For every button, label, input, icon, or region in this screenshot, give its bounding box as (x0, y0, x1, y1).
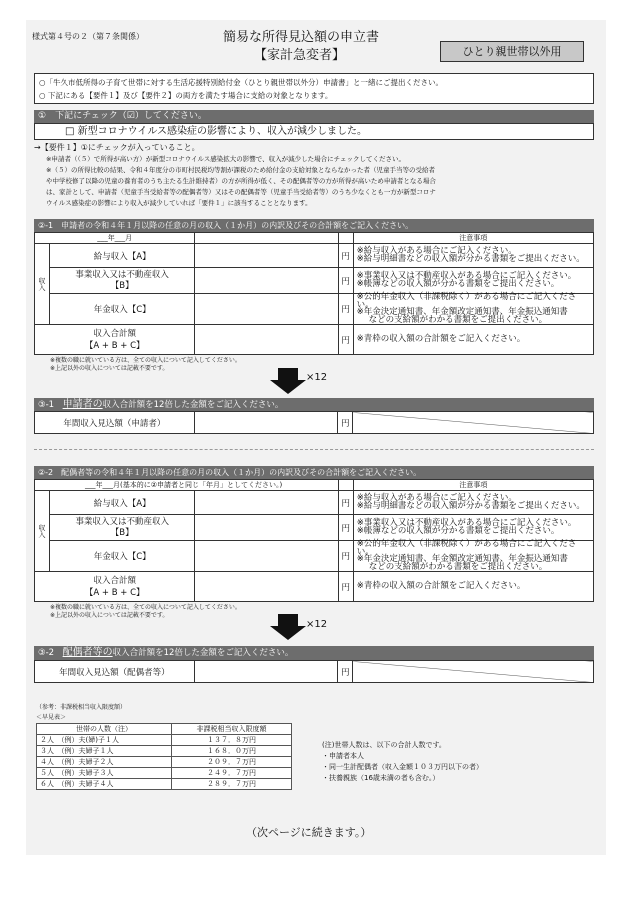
section1-note: ※申請者（（５）で所得が高い方）が新型コロナウイルス感染拡大の影響で、収入が減少した場合にチェックしてください。 (46, 155, 405, 163)
business-note: ※帳簿などの収入額が分かる書類をご提出ください。 (356, 278, 560, 289)
total-income-label: 収入合計額 (93, 575, 136, 586)
income-limit-header: 非課税相当収入限度額 (172, 724, 292, 735)
down-arrow-icon (268, 368, 308, 394)
business-note: ※帳簿などの収入額が分かる書類をご提出ください。 (356, 525, 560, 536)
multiplier-label: ×12 (306, 372, 328, 383)
pension-income-label: 年金収入【C】 (49, 541, 195, 572)
section31-prefix: ③-1 (38, 400, 63, 410)
applicant-annual-label: 年間収入見込額（申請者） (35, 412, 195, 434)
income-side-label: 収入 (35, 244, 50, 325)
footnote: ※上記以外の収入については記載不要です。 (50, 364, 169, 372)
intro-line-1: ○「牛久市低所得の子育て世帯に対する生活応援特別給付金（ひとり親世帯以外分）申請書」と一緒にご提出ください。 (39, 78, 444, 87)
household-type-badge: ひとり親世帯以外用 (440, 41, 584, 62)
household-note: ・扶養親族（16歳未満の者も含む。） (322, 774, 440, 782)
household-size-header: 世帯の人数（注） (37, 724, 172, 735)
intro-box (34, 73, 594, 104)
yen-unit: 円 (338, 325, 353, 355)
household-note: (注)世帯人数は、以下の合計人数です。 (322, 741, 446, 749)
reference-caption: （参考：非課税相当収入限度額） (36, 704, 127, 711)
income-limit-cell: ２８９．７万円 (172, 779, 292, 790)
notes-header: 注意事項 (353, 480, 593, 491)
business-income-input[interactable] (195, 515, 338, 541)
business-income-input[interactable] (195, 268, 338, 294)
household-size-cell: ５人 （例）夫婦子３人 (37, 768, 172, 779)
pension-income-input[interactable] (195, 294, 338, 325)
pension-note: ※年金決定通知書、年金額改定通知書、年金振込通知書 (356, 554, 568, 564)
section1-notes (46, 154, 594, 209)
applicant-annual-input[interactable] (194, 412, 338, 434)
household-size-cell: ３人 （例）夫婦子１人 (37, 746, 172, 757)
spouse-income-table (34, 479, 594, 602)
notes-header: 注意事項 (353, 233, 593, 244)
section-divider (34, 449, 594, 450)
section32-rest: 収入合計額を12倍した金額をご記入ください。 (112, 648, 294, 658)
section32-prefix: ③-2 (38, 648, 63, 658)
pension-note: などの支給額がわかる書類をご提出ください。 (368, 561, 548, 572)
section31-emph: 申請者の (62, 399, 103, 410)
section32-emph: 配偶者等の (62, 647, 113, 658)
total-note: ※青枠の収入額の合計額をご記入ください。 (356, 333, 526, 344)
household-size-cell: ４人 （例）夫婦子２人 (37, 757, 172, 768)
reference-table-title: ＜早見表＞ (36, 714, 67, 721)
salary-income-input[interactable] (195, 244, 338, 268)
section1-note: ※（５）の所得比較の結果、令和４年度分の市町村民税均等割が課税のため給付金の支給対象とならなかった者（児童手当等の受給者 (46, 166, 435, 174)
section21-header: ②-1 申請者の令和４年１月以降の任意の月の収入（１か月）の内訳及びその合計額をご記入ください。 (34, 219, 594, 232)
form-title: 簡易な所得見込額の申立書 (223, 30, 380, 45)
footnote: ※複数の職に就いている方は、全ての収入について記入してください。 (50, 357, 241, 364)
salary-income-label: 給与収入【A】 (49, 244, 194, 268)
yen-unit: 円 (338, 412, 353, 434)
pension-note: ※年金決定通知書、年金額改定通知書、年金振込通知書 (356, 307, 568, 317)
section31-rest: 収入合計額を12倍した金額をご記入ください。 (102, 400, 284, 410)
yen-unit: 円 (338, 491, 353, 515)
total-income-label: 収入合計額 (93, 328, 136, 339)
covid-income-checkbox[interactable]: □ 新型コロナウイルス感染症の影響により、収入が減少しました。 (34, 123, 594, 140)
business-note: ※事業収入又は不動産収入がある場合にご記入ください。 (356, 271, 577, 281)
spouse-month-label: ___年___月(基本的に②申請者と同じ「年月」としてください。) (35, 480, 339, 491)
household-count-notes (322, 740, 483, 784)
total-income-formula: 【A + B + C】 (84, 340, 145, 351)
yen-unit: 円 (338, 572, 353, 602)
section22-header: ②-2 配偶者等の令和４年１月以降の任意の月の収入（１か月）の内訳及びその合計額をご記入ください。 (34, 466, 594, 479)
salary-note: ※給与収入がある場合にご記入ください。 (356, 246, 517, 256)
income-limit-cell: ２４９．７万円 (172, 768, 292, 779)
spouse-annual-input[interactable] (194, 661, 338, 683)
household-size-cell: ２人 （例）夫(婦)子１人 (37, 735, 172, 746)
section1-note: や中学校修了以降の児童の養育者のうち主たる生計維持者）の方が所得が低く、その配偶者等の方が所得が高いため申請者となる場合 (46, 177, 436, 185)
yen-unit: 円 (338, 294, 353, 325)
salary-income-label: 給与収入【A】 (49, 491, 195, 515)
household-note: ・申請者本人 (322, 752, 364, 760)
yen-unit: 円 (338, 661, 353, 683)
total-income-input[interactable] (195, 325, 338, 355)
diagonal-blank-cell (353, 661, 594, 683)
salary-note: ※給与収入がある場合にご記入ください。 (356, 493, 517, 503)
footnote: ※複数の職に就いている方は、全ての収入について記入してください。 (50, 604, 241, 611)
salary-note: ※給与明細書などの収入額が分かる書類をご提出ください。 (356, 253, 585, 264)
yen-unit: 円 (338, 244, 353, 268)
business-income-label: 事業収入又は不動産収入 (75, 516, 169, 527)
pension-note: などの支給額がわかる書類をご提出ください。 (368, 314, 548, 325)
form-subtitle: 【家計急変者】 (254, 48, 346, 63)
section1-note: は、家計として、申請者（児童手当受給者等の配偶者等）又はその配偶者等（児童手当受給者等）のうち少なくとも一方が新型コロナ (46, 188, 436, 196)
pension-note: ※公的年金収入（非課税除く）がある場合にご記入ください。 (356, 292, 577, 310)
applicant-month-label: ___年___月 (35, 233, 195, 244)
salary-income-input[interactable] (195, 491, 338, 515)
total-note: ※青枠の収入額の合計額をご記入ください。 (356, 580, 526, 591)
pension-note: ※公的年金収入（非課税除く）がある場合にご記入ください。 (356, 539, 577, 557)
yen-unit: 円 (338, 268, 353, 294)
section32-header (34, 646, 594, 660)
income-limit-cell: １３７．８万円 (172, 735, 292, 746)
business-income-label-code: 【B】 (110, 527, 134, 538)
continued-next-page: （次ページに続きます。） (246, 826, 372, 839)
applicant-annual-table (34, 411, 594, 434)
form-number: 様式第４号の２（第７条関係） (32, 32, 144, 41)
footnote: ※上記以外の収入については記載不要です。 (50, 611, 169, 619)
salary-note: ※給与明細書などの収入額が分かる書類をご提出ください。 (356, 500, 585, 511)
section1-header: ① 下記にチェック（☑）してください。 (34, 110, 594, 123)
yen-unit: 円 (338, 541, 353, 572)
pension-income-label: 年金収入【C】 (49, 294, 194, 325)
multiplier-label: ×12 (306, 619, 328, 630)
section1-note: ウイルス感染症の影響により収入が減少していれば「要件１」に該当することとなります。 (46, 199, 312, 207)
business-income-label-code: 【B】 (110, 280, 134, 291)
spouse-footnotes (50, 604, 241, 619)
total-income-formula: 【A + B + C】 (84, 587, 145, 598)
business-income-label: 事業収入又は不動産収入 (75, 269, 169, 280)
applicant-income-table (34, 232, 594, 355)
applicant-footnotes (50, 357, 241, 372)
tax-exempt-limit-table (36, 723, 292, 790)
yen-unit: 円 (338, 515, 353, 541)
section31-header (34, 398, 594, 412)
business-note: ※事業収入又は不動産収入がある場合にご記入ください。 (356, 518, 577, 528)
total-income-input[interactable] (195, 572, 338, 602)
down-arrow-icon (268, 614, 308, 640)
income-limit-cell: ２０９．７万円 (172, 757, 292, 768)
household-note: ・同一生計配偶者（収入金額１０３万円以下の者） (322, 763, 483, 771)
pension-income-input[interactable] (195, 541, 338, 572)
spouse-annual-table (34, 660, 594, 683)
income-side-label: 収入 (35, 491, 50, 572)
diagonal-blank-cell (353, 412, 594, 434)
requirement1-note: →【要件１】①にチェックが入っていること。 (34, 143, 200, 152)
spouse-annual-label: 年間収入見込額（配偶者等） (35, 661, 195, 683)
household-size-cell: ６人 （例）夫婦子４人 (37, 779, 172, 790)
income-limit-cell: １６８．０万円 (172, 746, 292, 757)
intro-line-2: ○ 下記にある【要件１】及び【要件２】の両方を満たす場合に支給の対象となります。 (39, 91, 333, 100)
